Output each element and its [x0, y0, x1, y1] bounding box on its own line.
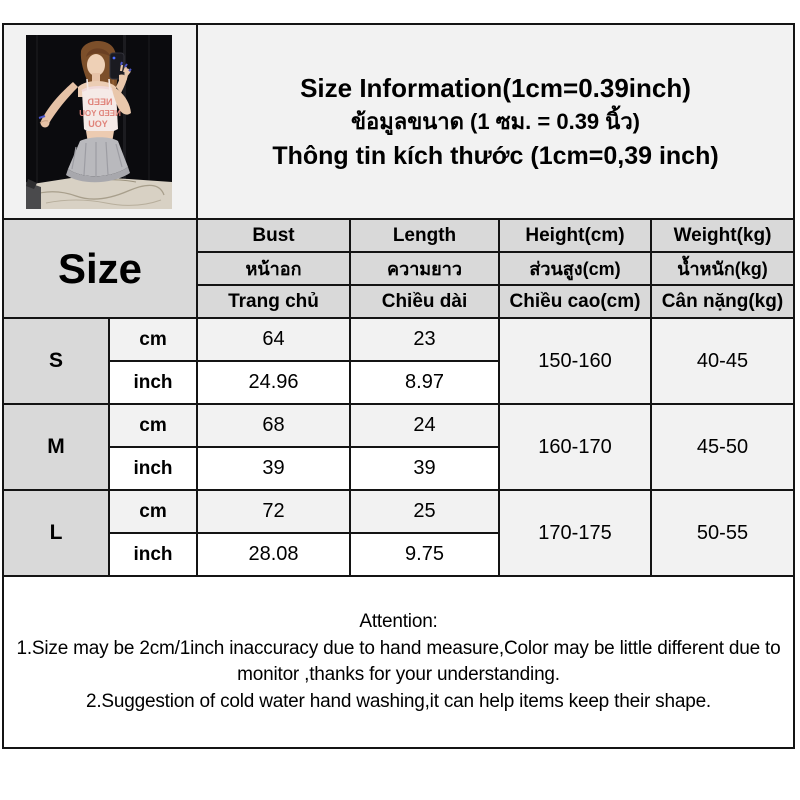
unit-inch-label: inch: [109, 361, 197, 404]
size-chart-table: [2, 23, 795, 749]
l-length-inch: 9.75: [350, 533, 499, 576]
s-length-cm: 23: [350, 318, 499, 361]
title-thai: ข้อมูลขนาด (1 ซม. = 0.39 นิ้ว): [350, 108, 640, 134]
title-english: Size Information(1cm=0.39inch): [300, 72, 691, 103]
m-length-cm: 24: [350, 404, 499, 447]
product-photo-illustration: [26, 35, 172, 209]
unit-cm-label: cm: [109, 490, 197, 533]
header-bust-th: หน้าอก: [197, 252, 350, 285]
size-m-label: M: [3, 404, 109, 490]
l-weight-range: 50-55: [651, 490, 794, 576]
m-height-range: 160-170: [499, 404, 651, 490]
header-length-vi: Chiều dài: [350, 285, 499, 318]
attention-note-2: 2.Suggestion of cold water hand washing,it can help items keep their shape.: [85, 690, 712, 712]
attention-cell: [3, 576, 794, 748]
title-vietnamese: Thông tin kích thước (1cm=0,39 inch): [272, 141, 719, 170]
s-height-range: 150-160: [499, 318, 651, 404]
header-row-english: [3, 219, 794, 252]
header-weight-en: Weight(kg): [651, 219, 794, 252]
header-bust-en: Bust: [197, 219, 350, 252]
s-bust-cm: 64: [197, 318, 350, 361]
header-height-th: ส่วนสูง(cm): [499, 252, 651, 285]
m-weight-range: 45-50: [651, 404, 794, 490]
header-weight-vi: Cân nặng(kg): [651, 285, 794, 318]
m-length-inch: 39: [350, 447, 499, 490]
size-chart-sheet: [2, 23, 795, 749]
size-l-label: L: [3, 490, 109, 576]
size-s-label: S: [3, 318, 109, 404]
l-height-range: 170-175: [499, 490, 651, 576]
product-photo-cell: [3, 24, 197, 219]
l-bust-cm: 72: [197, 490, 350, 533]
header-length-th: ความยาว: [350, 252, 499, 285]
unit-inch-label: inch: [109, 447, 197, 490]
l-length-cm: 25: [350, 490, 499, 533]
shirt-text-line1: NEED: [87, 97, 113, 107]
header-bust-vi: Trang chủ: [197, 285, 350, 318]
header-height-en: Height(cm): [499, 219, 651, 252]
unit-inch-label: inch: [109, 533, 197, 576]
shirt-text-line3: YOU: [88, 119, 108, 129]
s-length-inch: 8.97: [350, 361, 499, 404]
unit-cm-label: cm: [109, 404, 197, 447]
row-photo-title: [3, 24, 794, 219]
title-cell: [197, 24, 794, 219]
s-bust-inch: 24.96: [197, 361, 350, 404]
m-bust-inch: 39: [197, 447, 350, 490]
size-column-header: Size: [3, 219, 197, 318]
unit-cm-label: cm: [109, 318, 197, 361]
product-photo: [4, 25, 196, 218]
row-l-cm: [3, 490, 794, 533]
row-attention: [3, 576, 794, 748]
header-height-vi: Chiều cao(cm): [499, 285, 651, 318]
header-weight-th: น้ำหนัก(kg): [651, 252, 794, 285]
shirt-text-line2: NEED YOU: [79, 109, 121, 118]
row-m-cm: [3, 404, 794, 447]
attention-note-1: 1.Size may be 2cm/1inch inaccuracy due to hand measure,Color may be little different due to monitor ,thanks for your understanding.: [16, 637, 781, 685]
header-length-en: Length: [350, 219, 499, 252]
row-s-cm: [3, 318, 794, 361]
l-bust-inch: 28.08: [197, 533, 350, 576]
s-weight-range: 40-45: [651, 318, 794, 404]
attention-heading: Attention:: [359, 611, 438, 632]
m-bust-cm: 68: [197, 404, 350, 447]
